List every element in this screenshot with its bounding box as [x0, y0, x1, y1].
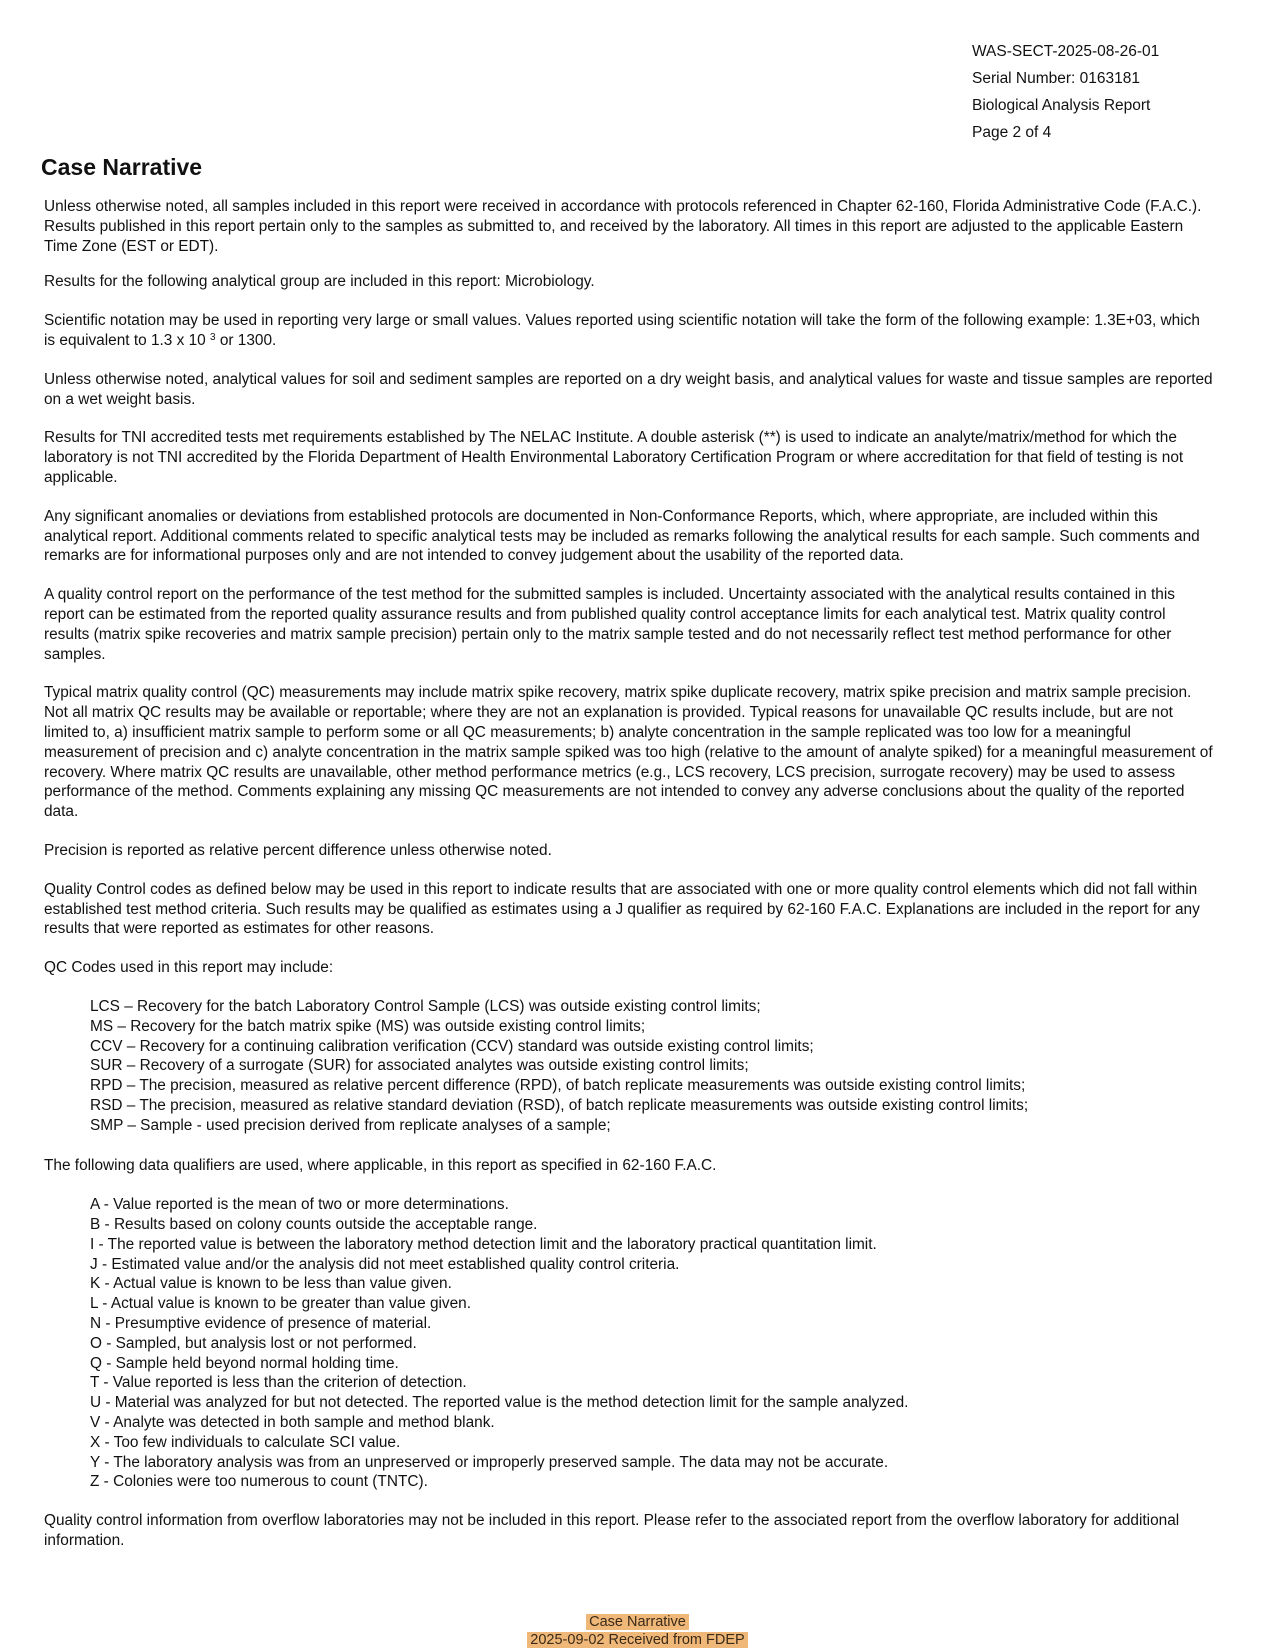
list-item: SMP – Sample - used precision derived from replicate analyses of a sample; [90, 1116, 611, 1134]
report-header [972, 38, 1262, 146]
qc-codes-list [44, 997, 1214, 1136]
notation-text: Scientific notation may be used in reporting very large or small values. Values reported using scientific notation will take the form of the following example: 1.3E+03, which is equivalent to 1.3 x 10 [44, 312, 1200, 349]
list-item: A - Value reported is the mean of two or more determinations. [90, 1196, 509, 1214]
list-item: X - Too few individuals to calculate SCI value. [90, 1433, 401, 1451]
paragraph-receipt: Unless otherwise noted, all samples included in this report were received in accordance with protocols referenced in Chapter 62-160, Florida Administrative Code (F.A.C.). Results published in this report pertain only to the samples as submitted to, and received by the laboratory. All times in this report are adjusted to the applicable Eastern Time Zone (EST or EDT). [44, 198, 1202, 255]
list-item: J - Estimated value and/or the analysis did not meet established quality control criteria. [90, 1255, 680, 1273]
stamp-section-label [0, 1613, 1275, 1631]
list-item: Z - Colonies were too numerous to count (TNTC). [90, 1473, 428, 1491]
narrative-body [44, 197, 1214, 1570]
list-item: Y - The laboratory analysis was from an unpreserved or improperly preserved sample. The data may not be accurate. [90, 1453, 889, 1471]
qc-codes-intro: QC Codes used in this report may include: [44, 959, 334, 977]
paragraph-anomalies: Any significant anomalies or deviations from established protocols are documented in Non-Conformance Reports, which, where appropriate, are included within this analytical report. Additional comments related to specific analytical tests may be included as remarks following the analytical results for each sample. Such comments and remarks are for informational purposes only and are not intended to convey judgement about the usability of the reported data. [44, 507, 1200, 565]
paragraph-scientific-notation [44, 311, 1214, 351]
paragraph-qc-codes-definition: Quality Control codes as defined below may be used in this report to indicate results that are associated with one or more quality control elements which did not fall within established test method criteria. Such results may be qualified as estimates using a J qualifier as required by 62-160 F.A.C. Explanations are included in the report for any results that were reported as estimates for other reasons. [44, 880, 1200, 938]
list-item: K - Actual value is known to be less than value given. [90, 1275, 452, 1293]
list-item: L - Actual value is known to be greater than value given. [90, 1295, 472, 1313]
report-id: WAS-SECT-2025-08-26-01 [972, 43, 1160, 60]
list-item: LCS – Recovery for the batch Laboratory Control Sample (LCS) was outside existing control limits; [90, 997, 761, 1015]
list-item: Q - Sample held beyond normal holding time. [90, 1354, 399, 1372]
list-item: O - Sampled, but analysis lost or not performed. [90, 1334, 417, 1352]
paragraph-analytical-group: Results for the following analytical group are included in this report: Microbiology. [44, 273, 595, 291]
page-title: Case Narrative [41, 154, 203, 180]
list-item: N - Presumptive evidence of presence of material. [90, 1315, 432, 1333]
stamp-received-text: 2025-09-02 Received from FDEP [527, 1632, 747, 1648]
notation-text-end: or 1300. [215, 331, 277, 349]
paragraph-weight-basis: Unless otherwise noted, analytical values for soil and sediment samples are reported on a dry weight basis, and analytical values for waste and tissue samples are reported on a wet weight basis. [44, 370, 1213, 408]
list-item: U - Material was analyzed for but not detected. The reported value is the method detection limit for the sample analyzed. [90, 1394, 909, 1412]
qualifiers-list [44, 1195, 1214, 1492]
paragraph-qc-report: A quality control report on the performance of the test method for the submitted samples is included. Uncertainty associated with the analytical results contained in this report can be estimated from the reported quality assurance results and from published quality control acceptance limits for each analytical test. Matrix quality control results (matrix spike recoveries and matrix sample precision) pertain only to the matrix sample tested and do not necessarily reflect test method performance for other samples. [44, 586, 1175, 663]
list-item: CCV – Recovery for a continuing calibration verification (CCV) standard was outside existing control limits; [90, 1037, 814, 1055]
list-item: MS – Recovery for the batch matrix spike (MS) was outside existing control limits; [90, 1017, 646, 1035]
paragraph-overflow-labs: Quality control information from overflow laboratories may not be included in this report. Please refer to the associated report from the overflow laboratory for additional information. [44, 1512, 1180, 1550]
paragraph-precision: Precision is reported as relative percent difference unless otherwise noted. [44, 841, 552, 859]
list-item: RPD – The precision, measured as relative percent difference (RPD), of batch replicate measurements was outside existing control limits; [90, 1077, 1026, 1095]
qualifiers-intro: The following data qualifiers are used, where applicable, in this report as specified in 62-160 F.A.C. [44, 1157, 717, 1175]
paragraph-tni: Results for TNI accredited tests met requirements established by The NELAC Institute. A double asterisk (**) is used to indicate an analyte/matrix/method for which the laboratory is not TNI accredited by the Florida Department of Health Environmental Laboratory Certification Program or where accreditation for that field of testing is not applicable. [44, 429, 1184, 486]
page-number: Page 2 of 4 [972, 124, 1052, 141]
notation-exponent: 3 [210, 331, 216, 343]
list-item: RSD – The precision, measured as relative standard deviation (RSD), of batch replicate measurements was outside existing control limits; [90, 1096, 1029, 1114]
list-item: I - The reported value is between the laboratory method detection limit and the laboratory practical quantitation limit. [90, 1235, 877, 1253]
stamp-section-text: Case Narrative [586, 1614, 689, 1630]
list-item: B - Results based on colony counts outside the acceptable range. [90, 1216, 538, 1234]
list-item: V - Analyte was detected in both sample and method blank. [90, 1414, 495, 1432]
stamp-received [0, 1631, 1275, 1649]
list-item: T - Value reported is less than the criterion of detection. [90, 1374, 467, 1392]
list-item: SUR – Recovery of a surrogate (SUR) for associated analytes was outside existing control limits; [90, 1057, 749, 1075]
serial-number: Serial Number: 0163181 [972, 70, 1141, 87]
paragraph-matrix-qc: Typical matrix quality control (QC) measurements may include matrix spike recovery, matrix spike duplicate recovery, matrix spike precision and matrix sample precision. Not all matrix QC results may be available or reportable; where they are not an explanation is provided. Typical reasons for unavailable QC results include, but are not limited to, a) insufficient matrix sample to perform some or all QC measurements; b) analyte concentration in the sample replicated was too low for a meaningful measurement of precision and c) analyte concentration in the matrix sample spiked was too high (relative to the amount of analyte spiked) for a meaningful measurement of recovery. Where matrix QC results are unavailable, other method performance metrics (e.g., LCS recovery, LCS precision, surrogate recovery) may be used to assess performance of the method. Comments explaining any missing QC measurements are not intended to convey any adverse conclusions about the quality of the reported data. [44, 684, 1213, 821]
report-type: Biological Analysis Report [972, 97, 1151, 114]
